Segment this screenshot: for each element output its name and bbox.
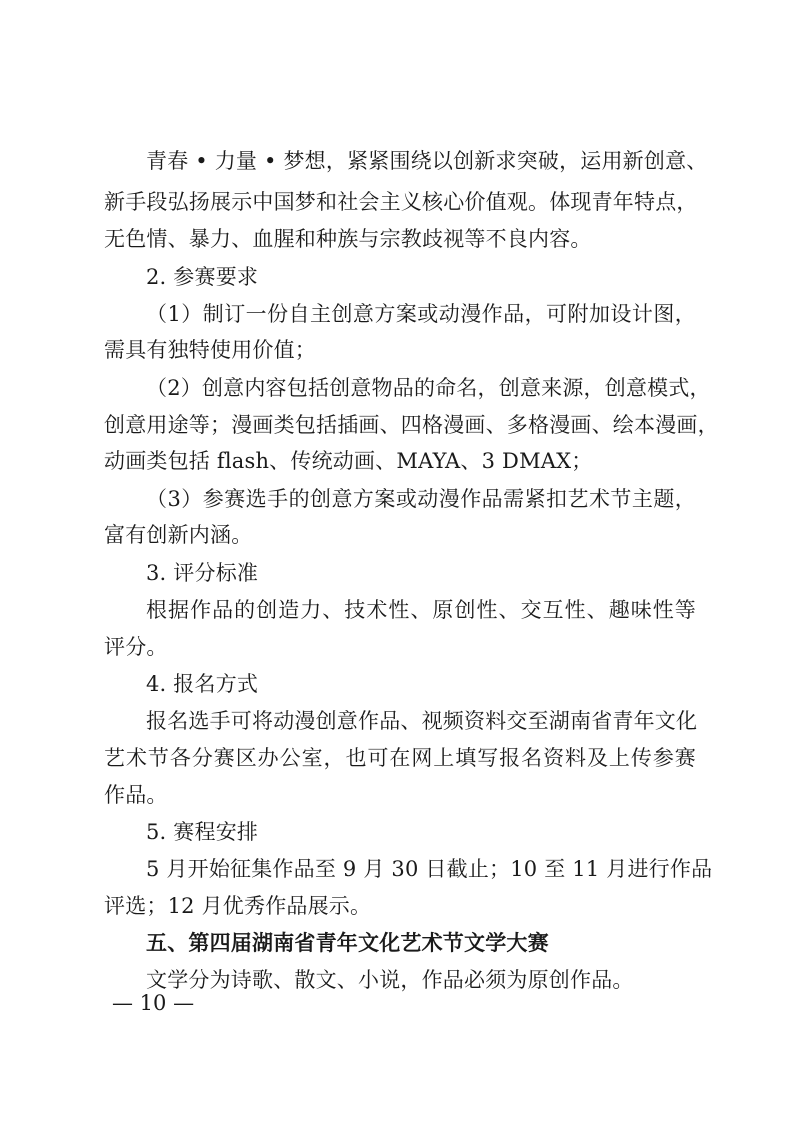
- paragraph-line: 作品。: [104, 783, 168, 807]
- paragraph-line: 5 月开始征集作品至 9 月 30 日截止；10 至 11 月进行作品: [146, 857, 713, 881]
- paragraph-line: 创意用途等；漫画类包括插画、四格漫画、多格漫画、绘本漫画，: [104, 413, 719, 437]
- paragraph-line: （2）创意内容包括创意物品的命名，创意来源，创意模式，: [146, 376, 711, 400]
- section-heading: 2. 参赛要求: [146, 265, 259, 289]
- paragraph-line: 报名选手可将动漫创意作品、视频资料交至湖南省青年文化: [146, 709, 698, 733]
- paragraph-line: 富有创新内涵。: [104, 523, 253, 547]
- paragraph-line: （1）制订一份自主创意方案或动漫作品，可附加设计图，: [146, 302, 696, 326]
- section-heading: 3. 评分标准: [146, 561, 259, 585]
- paragraph-line: 无色情、暴力、血腥和种族与宗教歧视等不良内容。: [104, 227, 592, 251]
- paragraph-line: 新手段弘扬展示中国梦和社会主义核心价值观。体现青年特点，: [104, 190, 698, 214]
- section-heading: 5. 赛程安排: [146, 820, 259, 844]
- chapter-heading: 五、第四届湖南省青年文化艺术节文学大赛: [146, 931, 549, 955]
- paragraph-line: 青春 • 力量 • 梦想，紧紧围绕以创新求突破，运用新创意、: [146, 149, 708, 173]
- paragraph-line: 评分。: [104, 635, 168, 659]
- paragraph-line: 需具有独特使用价值；: [104, 338, 316, 362]
- paragraph-line: 动画类包括 flash、传统动画、MAYA、3 DMAX；: [104, 449, 593, 473]
- paragraph-line: 文学分为诗歌、散文、小说，作品必须为原创作品。: [146, 968, 634, 992]
- paragraph-line: 评选；12 月优秀作品展示。: [104, 894, 372, 918]
- paragraph-line: （3）参赛选手的创意方案或动漫作品需紧扣艺术节主题，: [146, 487, 696, 511]
- page-number: — 10 —: [112, 991, 195, 1015]
- paragraph-line: 根据作品的创造力、技术性、原创性、交互性、趣味性等: [146, 598, 696, 622]
- paragraph-line: 艺术节各分赛区办公室，也可在网上填写报名资料及上传参赛: [104, 746, 696, 770]
- section-heading: 4. 报名方式: [146, 672, 259, 696]
